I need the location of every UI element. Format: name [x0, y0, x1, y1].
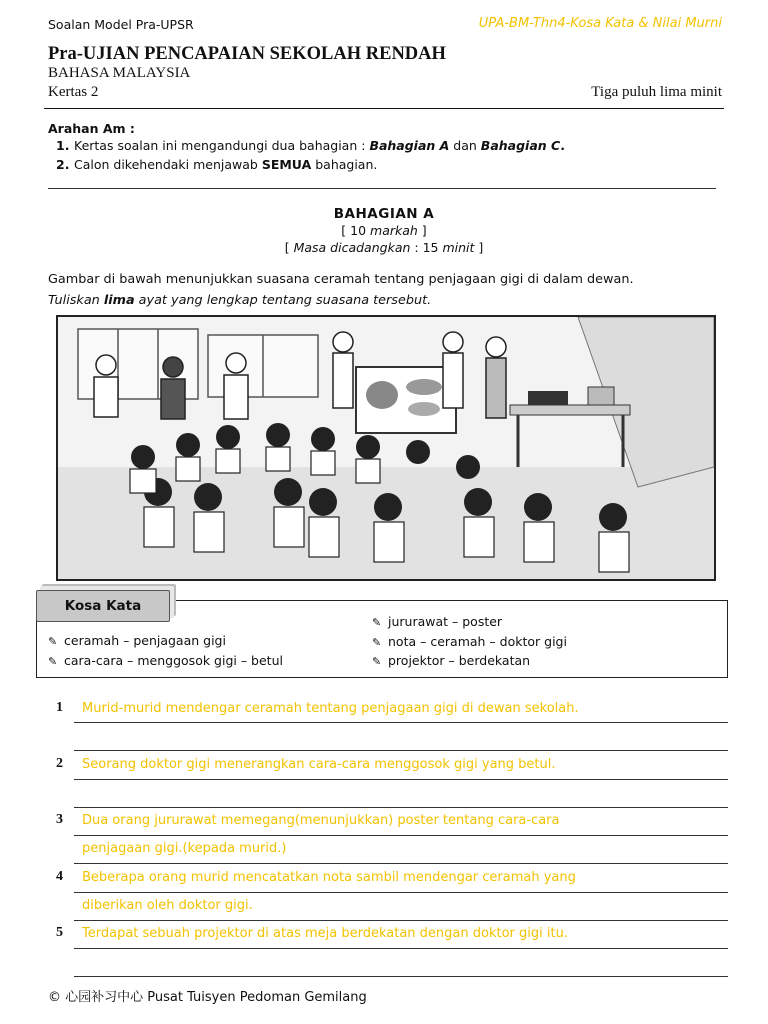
answer-line[interactable]: Terdapat sebuah projektor di atas meja berdekatan dengan doktor gigi itu. [82, 926, 568, 941]
answer-rule [74, 892, 728, 893]
vocabulary-item: ✎ nota – ceramah – doktor gigi [372, 634, 567, 649]
answer-line[interactable]: Beberapa orang murid mencatatkan nota sambil mendengar ceramah yang [82, 870, 576, 885]
subject-name: BAHASA MALAYSIA [48, 65, 191, 81]
pen-icon: ✎ [48, 655, 58, 668]
answer-rule [74, 750, 728, 751]
vocabulary-item: ✎ jururawat – poster [372, 614, 503, 629]
answer-rule [74, 779, 728, 780]
question-text: Gambar di bawah menunjukkan suasana ceramah tentang penjagaan gigi di dalam dewan. [48, 272, 634, 287]
instruction-item: 1. Kertas soalan ini mengandungi dua bahagian : Bahagian A dan Bahagian C. [56, 138, 565, 153]
instruction-item: 2. Calon dikehendaki menjawab SEMUA bahagian. [56, 157, 378, 172]
pen-icon: ✎ [372, 636, 382, 649]
answer-line[interactable]: penjagaan gigi.(kepada murid.) [82, 841, 287, 856]
answer-rule [74, 863, 728, 864]
answer-line[interactable]: Seorang doktor gigi menerangkan cara-cara menggosok gigi yang betul. [82, 757, 556, 772]
footer-copyright: © 心园补习中心 Pusat Tuisyen Pedoman Gemilang [48, 990, 367, 1005]
answer-line[interactable]: Dua orang jururawat memegang(menunjukkan) poster tentang cara-cara [82, 813, 560, 828]
vocabulary-item: ✎ cara-cara – menggosok gigi – betul [48, 653, 283, 668]
vocabulary-label-tab: Kosa Kata [36, 590, 170, 622]
instructions-divider [48, 188, 716, 189]
classroom-illustration [56, 315, 716, 581]
answer-number: 2 [56, 756, 63, 771]
answer-number: 3 [56, 812, 63, 827]
section-marks: [ 10 markah ] [341, 223, 427, 238]
header-right-code: UPA-BM-Thn4-Kosa Kata & Nilai Murni [478, 16, 722, 31]
pen-icon: ✎ [372, 655, 382, 668]
header-left-text: Soalan Model Pra-UPSR [48, 17, 194, 32]
section-title: BAHAGIAN A [333, 206, 435, 222]
pen-icon: ✎ [48, 635, 58, 648]
page-title: Pra-UJIAN PENCAPAIAN SEKOLAH RENDAH [48, 44, 446, 64]
answer-rule [74, 722, 728, 723]
question-instruction: Tuliskan lima ayat yang lengkap tentang suasana tersebut. [48, 293, 432, 308]
answer-line[interactable]: diberikan oleh doktor gigi. [82, 898, 253, 913]
answer-rule [74, 920, 728, 921]
answer-number: 5 [56, 925, 63, 940]
answer-rule [74, 807, 728, 808]
answer-rule [74, 976, 728, 977]
section-time: [ Masa dicadangkan : 15 minit ] [284, 240, 484, 255]
header-divider [44, 108, 724, 109]
paper-number: Kertas 2 [48, 84, 99, 100]
answer-line[interactable]: Murid-murid mendengar ceramah tentang penjagaan gigi di dewan sekolah. [82, 701, 579, 716]
vocabulary-item: ✎ projektor – berdekatan [372, 653, 531, 668]
answer-number: 4 [56, 869, 63, 884]
instructions-title: Arahan Am : [48, 121, 135, 136]
pen-icon: ✎ [372, 616, 382, 629]
exam-duration: Tiga puluh lima minit [591, 84, 722, 100]
answer-number: 1 [56, 700, 63, 715]
answer-rule [74, 948, 728, 949]
answer-rule [74, 835, 728, 836]
vocabulary-item: ✎ ceramah – penjagaan gigi [48, 633, 226, 648]
